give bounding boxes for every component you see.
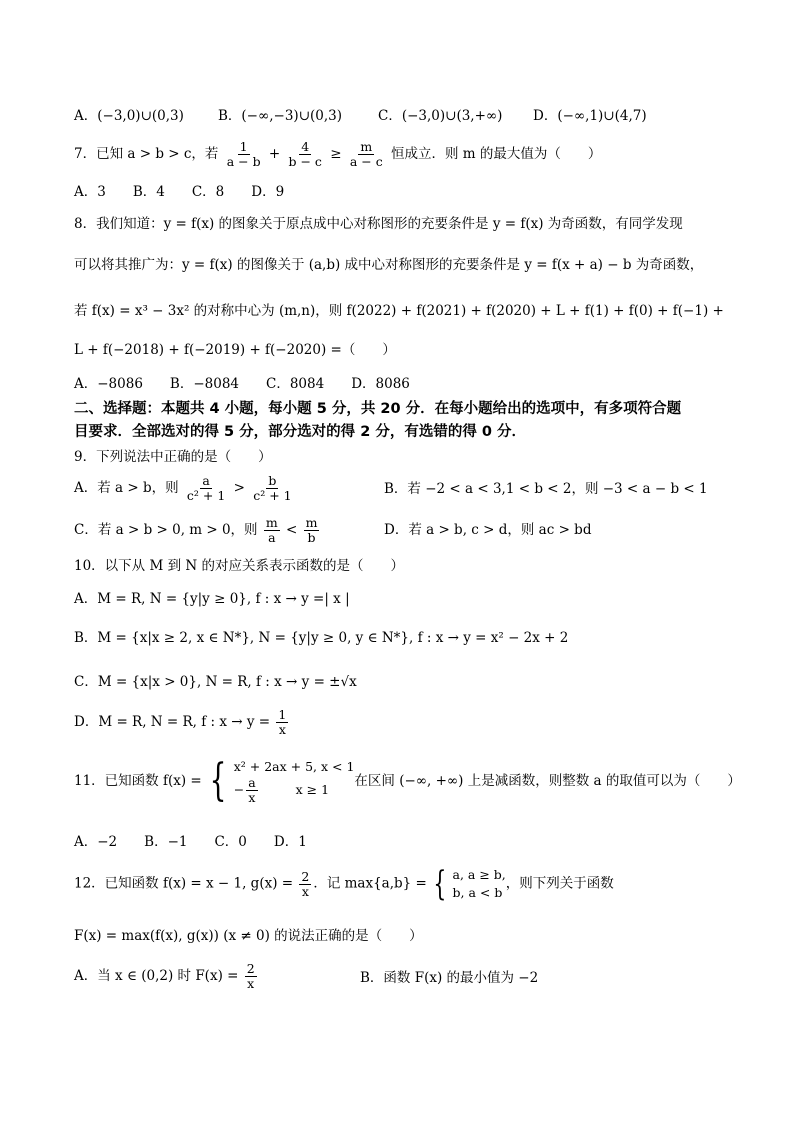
q9-a-n1: a — [202, 473, 210, 488]
q12-case-2: b, a < b — [452, 885, 503, 901]
q12-option-b: B．函数 F(x) 的最小值为 −2 — [360, 970, 539, 986]
q9-stem: 9．下列说法中正确的是（ ） — [74, 449, 272, 465]
q11-case-2-fraction — [246, 776, 257, 805]
q9-c-n1: m — [265, 515, 278, 530]
q9-c-fraction-2 — [304, 516, 320, 545]
q11-piecewise — [234, 758, 355, 805]
q7-f1-den: a − b — [226, 153, 261, 169]
q12-g-num: 2 — [301, 868, 310, 884]
q7-ge: ≥ — [330, 145, 342, 162]
q11-options: A．−2 B．−1 C．0 D．1 — [74, 834, 307, 850]
q9-a-gt: > — [233, 479, 245, 496]
section-2-heading-line-2: 目要求．全部选对的得 5 分，部分选对的得 2 分，有选错的得 0 分． — [74, 424, 527, 440]
q7-fraction-2 — [287, 140, 324, 169]
q12-piecewise — [453, 866, 506, 902]
q7-pre: 7．已知 a > b > c，若 — [74, 145, 219, 162]
q12-option-a — [74, 962, 259, 991]
q12-stem — [74, 864, 614, 905]
q10-d-num: 1 — [278, 707, 287, 722]
q11-post: 在区间 (−∞, +∞) 上是减函数，则整数 a 的取值可以为（ ） — [354, 772, 741, 789]
q7-options: A．3 B．4 C．8 D．9 — [74, 184, 285, 200]
q8-line-4: L + f(−2018) + f(−2019) + f(−2020) =（ ） — [74, 342, 396, 358]
q11-case-2-cond: x ≥ 1 — [295, 781, 330, 797]
q11-stem — [74, 755, 741, 807]
q9-a-n2: b — [268, 473, 277, 488]
q8-line-3: 若 f(x) = x³ − 3x² 的对称中心为 (m,n)，则 f(2022) + f(2021) + f(2020) + L + f(1) + f(0) + f(−1) + — [74, 303, 724, 319]
q11-brace: { — [209, 755, 227, 807]
q9-option-d: D．若 a > b, c > d，则 ac > bd — [384, 522, 592, 538]
q11-case-2-num: a — [248, 775, 256, 791]
q6-option-b: B．(−∞,−3)∪(0,3) — [218, 108, 343, 124]
section-2-heading-line-1: 二、选择题：本题共 4 小题，每小题 5 分，共 20 分．在每小题给出的选项中，有多项符合题 — [74, 401, 682, 417]
q9-option-b: B．若 −2 < a < 3,1 < b < 2，则 −3 < a − b < 1 — [384, 481, 708, 497]
q12-a-fraction — [245, 962, 257, 991]
q9-a-fraction-1 — [185, 474, 227, 503]
q7-f2-den: b − c — [288, 153, 322, 169]
q6-option-d: D．(−∞,1)∪(4,7) — [533, 108, 647, 124]
q8-line-2: 可以将其推广为：y = f(x) 的图像关于 (a,b) 成中心对称图形的充要条件是 y = f(x + a) − b 为奇函数， — [74, 257, 704, 273]
q12-post: ，则下列关于函数 — [505, 875, 614, 892]
q10-option-c: C．M = {x|x > 0}, N = R, f : x → y = ±√x — [74, 674, 357, 690]
q12-pre: 12．已知函数 f(x) = x − 1, g(x) = — [74, 875, 294, 892]
q12-g-den: x — [301, 883, 309, 899]
q9-c-lt: < — [286, 521, 298, 538]
q9-c-d1: a — [268, 529, 276, 545]
q8-options: A．−8086 B．−8084 C．8084 D．8086 — [74, 376, 410, 392]
q9-c-pre: C．若 a > b > 0, m > 0，则 — [74, 521, 258, 538]
q7-f3-den: a − c — [349, 153, 383, 169]
q9-a-d2: c² + 1 — [253, 487, 292, 503]
q11-case-2-pre: − — [233, 781, 245, 797]
q11-case-2-den: x — [248, 789, 256, 805]
q9-option-a — [74, 474, 296, 503]
q10-d-fraction — [276, 708, 288, 737]
q10-option-d — [74, 708, 290, 737]
q12-mid: ．记 max{a,b} = — [313, 875, 427, 892]
q6-option-a: A．(−3,0)∪(0,3) — [74, 108, 184, 124]
q12-case-1: a, a ≥ b, — [452, 867, 506, 882]
q10-d-pre: D．M = R, N = R, f : x → y = — [74, 713, 271, 730]
q8-line-1: 8．我们知道：y = f(x) 的图象关于原点成中心对称图形的充要条件是 y = f(x) 为奇函数，有同学发现 — [74, 216, 683, 232]
q7-f1-num: 1 — [239, 139, 248, 154]
q7-fraction-1 — [225, 140, 263, 169]
q10-option-a: A．M = R, N = {y|y ≥ 0}, f : x → y =| x | — [74, 591, 350, 607]
q9-a-d1: c² + 1 — [186, 487, 226, 503]
q9-c-d2: b — [307, 529, 316, 545]
q11-case-1: x² + 2ax + 5, x < 1 — [233, 759, 355, 774]
q10-stem: 10．以下从 M 到 N 的对应关系表示函数的是（ ） — [74, 558, 404, 574]
q7-plus: + — [268, 145, 281, 162]
q12-a-den: x — [247, 975, 255, 991]
q9-c-n2: m — [305, 515, 318, 530]
q7-post: 恒成立．则 m 的最大值为（ ） — [391, 145, 602, 162]
q10-option-b: B．M = {x|x ≥ 2, x ∈ N*}, N = {y|y ≥ 0, y ∈ N*}, f : x → y = x² − 2x + 2 — [74, 630, 569, 646]
q12-line-2: F(x) = max(f(x), g(x)) (x ≠ 0) 的说法正确的是（ ） — [74, 928, 423, 944]
q9-option-c — [74, 516, 321, 545]
q7-fraction-3 — [348, 140, 385, 169]
q12-a-num: 2 — [246, 961, 255, 976]
q9-a-fraction-2 — [251, 474, 293, 503]
q12-a-pre: A．当 x ∈ (0,2) 时 F(x) = — [74, 967, 239, 984]
q11-case-2 — [234, 776, 355, 805]
q11-pre: 11．已知函数 f(x) = — [74, 772, 202, 789]
q12-brace: { — [433, 864, 447, 905]
q10-d-den: x — [278, 721, 286, 737]
q6-option-c: C．(−3,0)∪(3,+∞) — [378, 108, 503, 124]
q7-stem — [74, 140, 601, 169]
q7-f3-num: m — [360, 139, 373, 154]
q12-g-fraction — [299, 870, 311, 899]
q9-c-fraction-1 — [264, 516, 280, 545]
q9-a-pre: A．若 a > b，则 — [74, 479, 179, 496]
q7-f2-num: 4 — [301, 139, 310, 154]
